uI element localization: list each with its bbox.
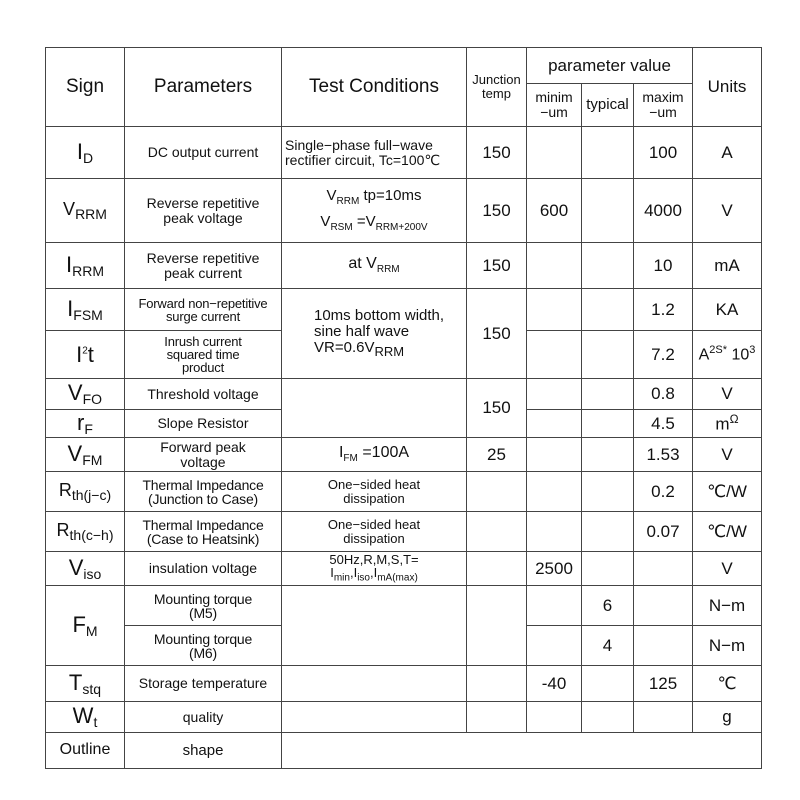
symbol: $I^2t$ [46, 331, 125, 379]
unit: ℃/W [693, 472, 762, 512]
max-value: 0.2 [634, 472, 693, 512]
typical-value [582, 552, 634, 586]
symbol: $R_{th(c-h)}$ [46, 512, 125, 552]
unit: V [693, 438, 762, 472]
typical-value: 6 [582, 586, 634, 626]
max-value: 4000 [634, 179, 693, 243]
max-value: 0.07 [634, 512, 693, 552]
test-condition: at $V_{RRM}$ [282, 243, 467, 289]
max-value: 1.53 [634, 438, 693, 472]
typical-value [582, 127, 634, 179]
header-row [46, 48, 762, 84]
min-value [527, 626, 582, 666]
min-value [527, 379, 582, 410]
test-condition: 10ms bottom width, sine half wave $VR=0.6V_{RRM}$ [282, 289, 467, 379]
table-row [46, 438, 762, 472]
header-max-b: −um [649, 104, 677, 120]
test-condition-empty [282, 702, 467, 733]
max-value: 0.8 [634, 379, 693, 410]
symbol: $W_t$ [46, 702, 125, 733]
symbol: Outline [46, 733, 125, 769]
parameter: DC output current [125, 127, 282, 179]
unit: mA [693, 243, 762, 289]
max-value [634, 586, 693, 626]
table-row [46, 733, 762, 769]
header-typical: typical [582, 84, 634, 127]
junction-temp-empty [467, 702, 527, 733]
header-junction: Junction [472, 72, 521, 88]
min-value [527, 243, 582, 289]
symbol: $V_{FO}$ [46, 379, 125, 410]
test-condition-empty [282, 586, 467, 666]
unit: KA [693, 289, 762, 331]
parameter: Mounting torque (M5) [125, 586, 282, 626]
test-condition: $V_{RRM}$ tp=10ms $V_{RSM} =V_{RRM+200V}$ [282, 179, 467, 243]
symbol: $V_{iso}$ [46, 552, 125, 586]
test-condition: $I_{FM} =100A$ [282, 438, 467, 472]
parameter: Reverse repetitive peak voltage [125, 179, 282, 243]
max-value: 4.5 [634, 410, 693, 438]
header-min [527, 84, 582, 127]
table-row [46, 702, 762, 733]
typical-value: 4 [582, 626, 634, 666]
unit: $A^{2S*}$ $10^3$ [693, 331, 762, 379]
typical-value [582, 438, 634, 472]
junction-temp: 150 [467, 243, 527, 289]
header-sign: Sign [46, 48, 125, 127]
table-row [46, 472, 762, 512]
test-condition: One−sided heat dissipation [282, 472, 467, 512]
min-value [527, 289, 582, 331]
parameter: Forward peak voltage [125, 438, 282, 472]
junction-temp: 150 [467, 289, 527, 379]
test-condition-empty [282, 666, 467, 702]
junction-temp: 150 [467, 179, 527, 243]
unit: V [693, 379, 762, 410]
parameter: Storage temperature [125, 666, 282, 702]
test-condition-empty [282, 379, 467, 438]
symbol: $F_M$ [46, 586, 125, 666]
max-value: 1.2 [634, 289, 693, 331]
min-value [527, 586, 582, 626]
unit: N−m [693, 586, 762, 626]
typical-value [582, 289, 634, 331]
junction-temp-empty [467, 666, 527, 702]
min-value: 600 [527, 179, 582, 243]
min-value [527, 331, 582, 379]
max-value: 100 [634, 127, 693, 179]
min-value [527, 438, 582, 472]
test-condition: 50Hz,R,M,S,T= $I_{min},I_{iso},I_{mA(max)}$ [282, 552, 467, 586]
unit: g [693, 702, 762, 733]
table-row [46, 552, 762, 586]
min-value: -40 [527, 666, 582, 702]
min-value [527, 127, 582, 179]
max-value [634, 702, 693, 733]
test-condition: Single−phase full−wave rectifier circuit, Tc=100℃ [282, 127, 467, 179]
junction-temp: 25 [467, 438, 527, 472]
parameter: shape [125, 733, 282, 769]
typical-value [582, 512, 634, 552]
typical-value [582, 243, 634, 289]
min-value: 2500 [527, 552, 582, 586]
header-max-a: maxim [642, 89, 684, 106]
symbol: $I_{RRM}$ [46, 243, 125, 289]
header-min-a: minim [535, 89, 573, 106]
unit: ℃/W [693, 512, 762, 552]
spec-table [45, 47, 762, 769]
table-row [46, 379, 762, 410]
header-units: Units [693, 48, 762, 127]
parameter: insulation voltage [125, 552, 282, 586]
unit: ℃ [693, 666, 762, 702]
symbol: $I_D$ [46, 127, 125, 179]
table-row [46, 289, 762, 331]
max-value: 125 [634, 666, 693, 702]
junction-temp: 150 [467, 127, 527, 179]
unit: A [693, 127, 762, 179]
parameter: Threshold voltage [125, 379, 282, 410]
unit: N−m [693, 626, 762, 666]
header-parameters: Parameters [125, 48, 282, 127]
junction-temp-empty [467, 552, 527, 586]
typical-value [582, 179, 634, 243]
symbol: $V_{RRM}$ [46, 179, 125, 243]
parameter: Thermal Impedance (Junction to Case) [125, 472, 282, 512]
parameter: Mounting torque (M6) [125, 626, 282, 666]
junction-temp-empty [467, 512, 527, 552]
parameter: Forward non−repetitive surge current [125, 289, 282, 331]
typical-value [582, 702, 634, 733]
typical-value [582, 331, 634, 379]
typical-value [582, 472, 634, 512]
min-value [527, 410, 582, 438]
table-row [46, 179, 762, 243]
table-row [46, 243, 762, 289]
table-row [46, 586, 762, 626]
max-value [634, 626, 693, 666]
unit: $m^\Omega$ [693, 410, 762, 438]
junction-temp-empty [467, 586, 527, 666]
table-row [46, 666, 762, 702]
header-min-b: −um [540, 104, 568, 120]
parameter: Slope Resistor [125, 410, 282, 438]
symbol: $R_{th(j-c)}$ [46, 472, 125, 512]
max-value [634, 552, 693, 586]
header-junction-temp [467, 48, 527, 127]
unit: V [693, 552, 762, 586]
min-value [527, 512, 582, 552]
typical-value [582, 666, 634, 702]
max-value: 7.2 [634, 331, 693, 379]
table-row [46, 127, 762, 179]
max-value: 10 [634, 243, 693, 289]
parameter: quality [125, 702, 282, 733]
header-temp: temp [482, 86, 511, 101]
table-row [46, 512, 762, 552]
parameter: Thermal Impedance (Case to Heatsink) [125, 512, 282, 552]
symbol: $I_{FSM}$ [46, 289, 125, 331]
unit: V [693, 179, 762, 243]
header-test-conditions: Test Conditions [282, 48, 467, 127]
symbol: $V_{FM}$ [46, 438, 125, 472]
min-value [527, 702, 582, 733]
header-parameter-value: parameter value [527, 48, 693, 84]
parameter: Reverse repetitive peak current [125, 243, 282, 289]
typical-value [582, 379, 634, 410]
typical-value [582, 410, 634, 438]
junction-temp: 150 [467, 379, 527, 438]
symbol: $r_F$ [46, 410, 125, 438]
test-condition: One−sided heat dissipation [282, 512, 467, 552]
junction-temp-empty [467, 472, 527, 512]
header-max [634, 84, 693, 127]
outline-shape-area [282, 733, 762, 769]
parameter: Inrush current squared time product [125, 331, 282, 379]
min-value [527, 472, 582, 512]
symbol: $T_{stq}$ [46, 666, 125, 702]
